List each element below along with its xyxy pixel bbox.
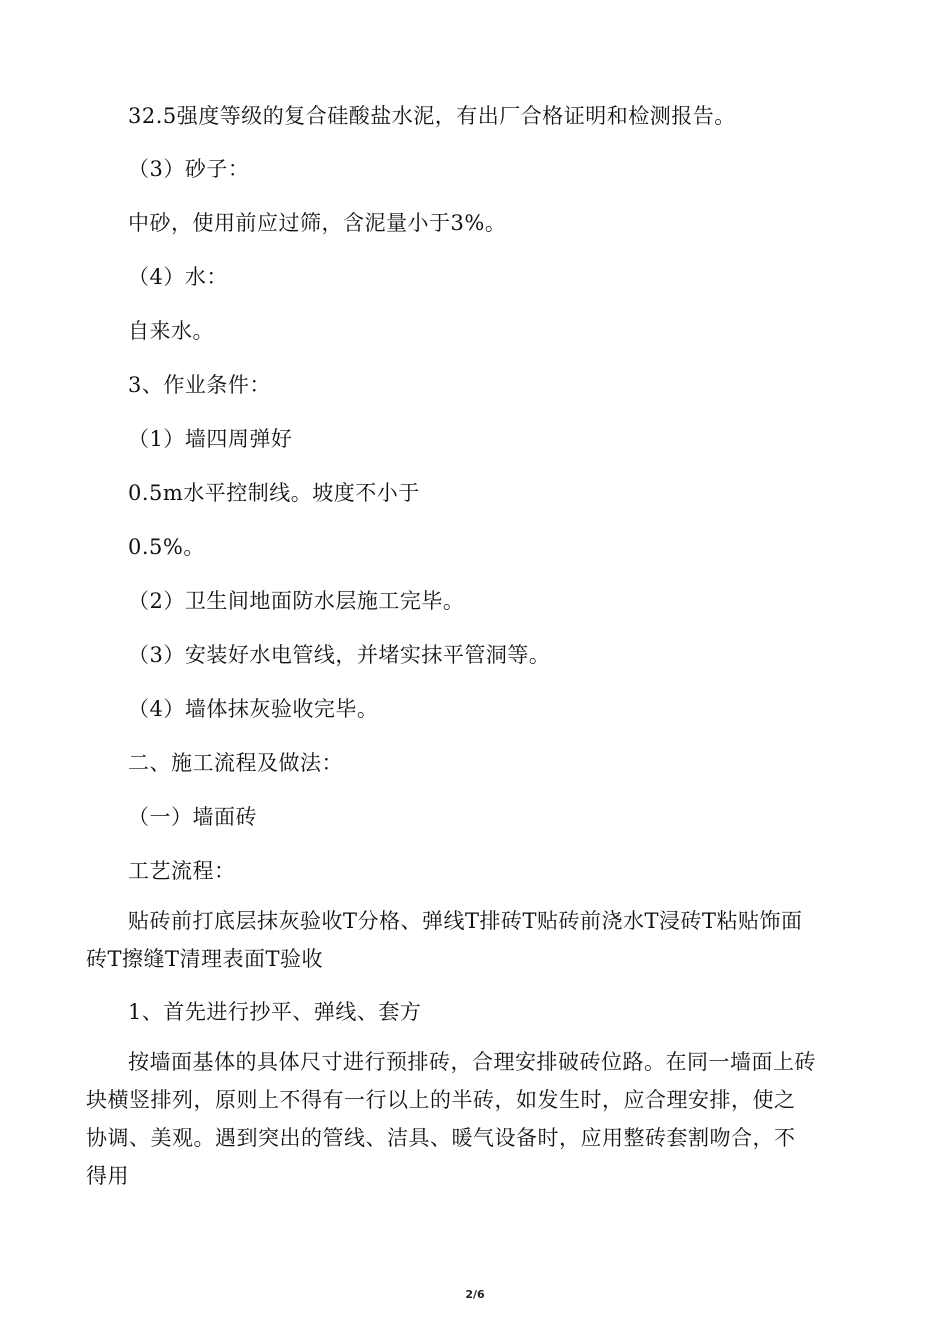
text-line-process-flow: 工艺流程：	[128, 859, 236, 883]
text-line-sand-heading: （3）砂子：	[128, 157, 250, 181]
text-line-sand: 中砂，使用前应过筛，含泥量小于3%。	[128, 211, 507, 235]
text-line-condition-2: （2）卫生间地面防水层施工完毕。	[128, 589, 465, 613]
subsection-heading-wall-tile: （一）墙面砖	[128, 805, 257, 829]
page-number: 2/6	[465, 1288, 485, 1301]
text-line-slope: 0.5%。	[128, 535, 205, 559]
text-line-water-heading: （4）水：	[128, 265, 228, 289]
text-line-control-line: 0.5m水平控制线。坡度不小于	[128, 481, 420, 505]
text-line-condition-4: （4）墙体抹灰验收完毕。	[128, 697, 379, 721]
process-flow-paragraph: 贴砖前打底层抹灰验收T分格、弹线T排砖T贴砖前浇水T浸砖T粘贴饰面砖T擦缝T清理表面T验收	[86, 909, 803, 971]
text-line-cement: 32.5强度等级的复合硅酸盐水泥，有出厂合格证明和检测报告。	[128, 104, 736, 128]
text-line-work-conditions: 3、作业条件：	[128, 373, 271, 397]
text-line-condition-3: （3）安装好水电管线，并堵实抹平管洞等。	[128, 643, 551, 667]
text-line-water: 自来水。	[128, 319, 214, 343]
text-line-condition-1: （1）墙四周弹好	[128, 427, 293, 451]
section-heading-process: 二、施工流程及做法：	[128, 751, 343, 775]
step-heading-leveling: 1、首先进行抄平、弹线、套方	[128, 1000, 422, 1024]
body-paragraph-layout: 按墙面基体的具体尺寸进行预排砖，合理安排破砖位路。在同一墙面上砖块横竖排列，原则上不得有一行以上的半砖，如发生时，应合理安排，使之协调、美观。遇到突出的管线、洁具、暖气设备时，应用整砖套割吻合，不得用	[86, 1050, 816, 1188]
